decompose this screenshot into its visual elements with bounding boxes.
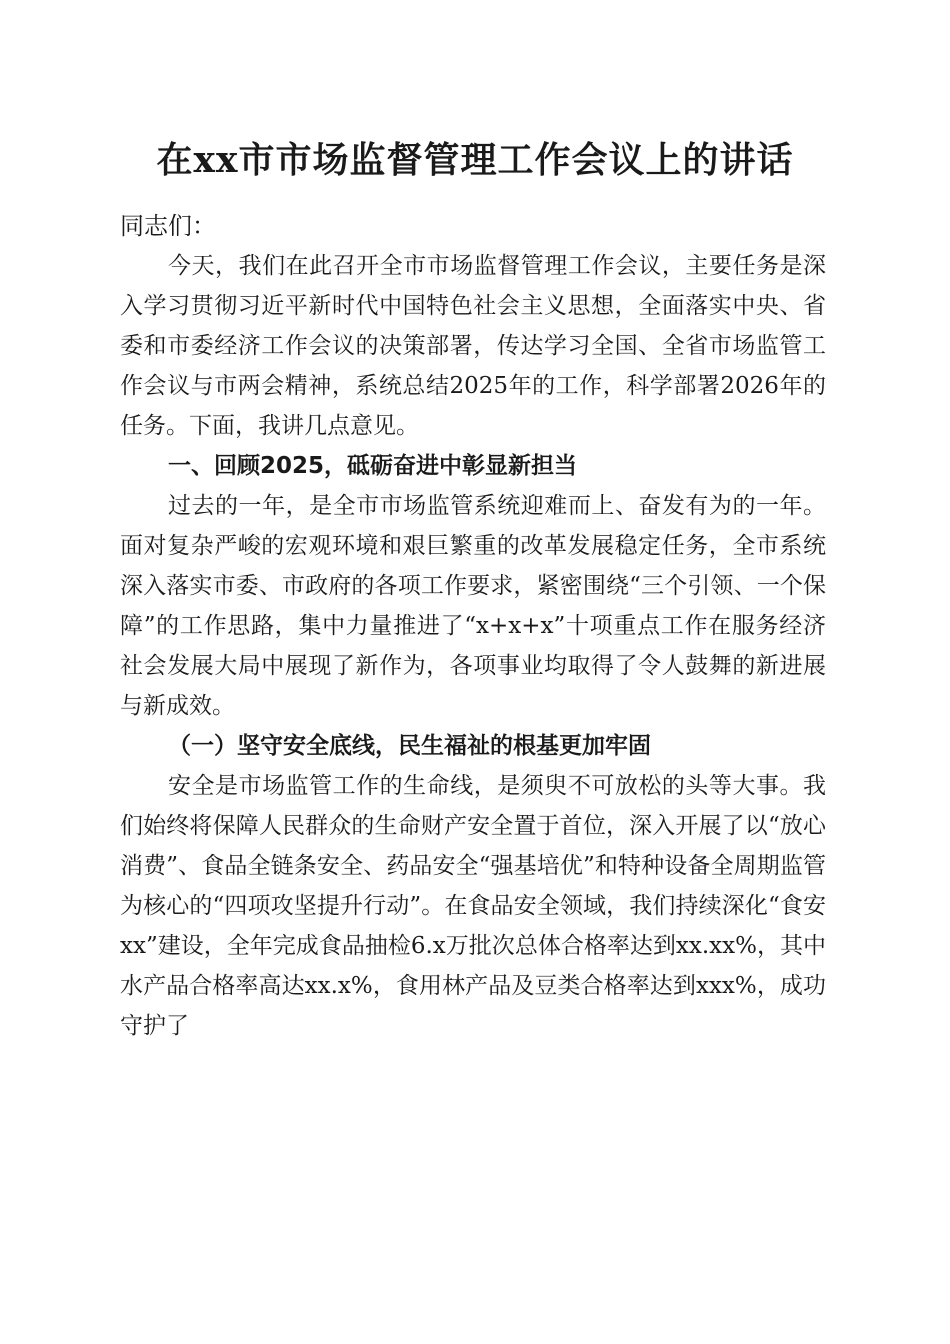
salutation: 同志们： [120,212,216,240]
document-body [120,206,826,1046]
document-title: 在xx市市场监督管理工作会议上的讲话 [156,139,794,181]
subsection-heading-1: （一）坚守安全底线，民生福祉的根基更加牢固 [168,732,651,759]
intro-paragraph: 今天，我们在此召开全市市场监督管理工作会议，主要任务是深入学习贯彻习近平新时代中国特色社会主义思想，全面落实中央、省委和市委经济工作会议的决策部署，传达学习全国、全省市场监管工作会议与市两会精神，系统总结2025年的工作，科学部署2026年的任务。下面，我讲几点意见。 [120,253,826,439]
section-1-paragraph: 过去的一年，是全市市场监管系统迎难而上、奋发有为的一年。面对复杂严峻的宏观环境和艰巨繁重的改革发展稳定任务，全市系统深入落实市委、市政府的各项工作要求，紧密围绕“三个引领、一个保障”的工作思路，集中力量推进了“x+x+x”十项重点工作在服务经济社会发展大局中展现了新作为，各项事业均取得了令人鼓舞的新进展与新成效。 [120,493,826,719]
subsection-1-paragraph: 安全是市场监管工作的生命线，是须臾不可放松的头等大事。我们始终将保障人民群众的生命财产安全置于首位，深入开展了以“放心消费”、食品全链条安全、药品安全“强基培优”和特种设备全周期监管为核心的“四项攻坚提升行动”。在食品安全领域，我们持续深化“食安xx”建设，全年完成食品抽检6.x万批次总体合格率达到xx.xx%，其中水产品合格率高达xx.x%，食用林产品及豆类合格率达到xxx%，成功守护了 [120,773,826,1039]
section-heading-1: 一、回顾2025，砥砺奋进中彰显新担当 [168,453,578,479]
